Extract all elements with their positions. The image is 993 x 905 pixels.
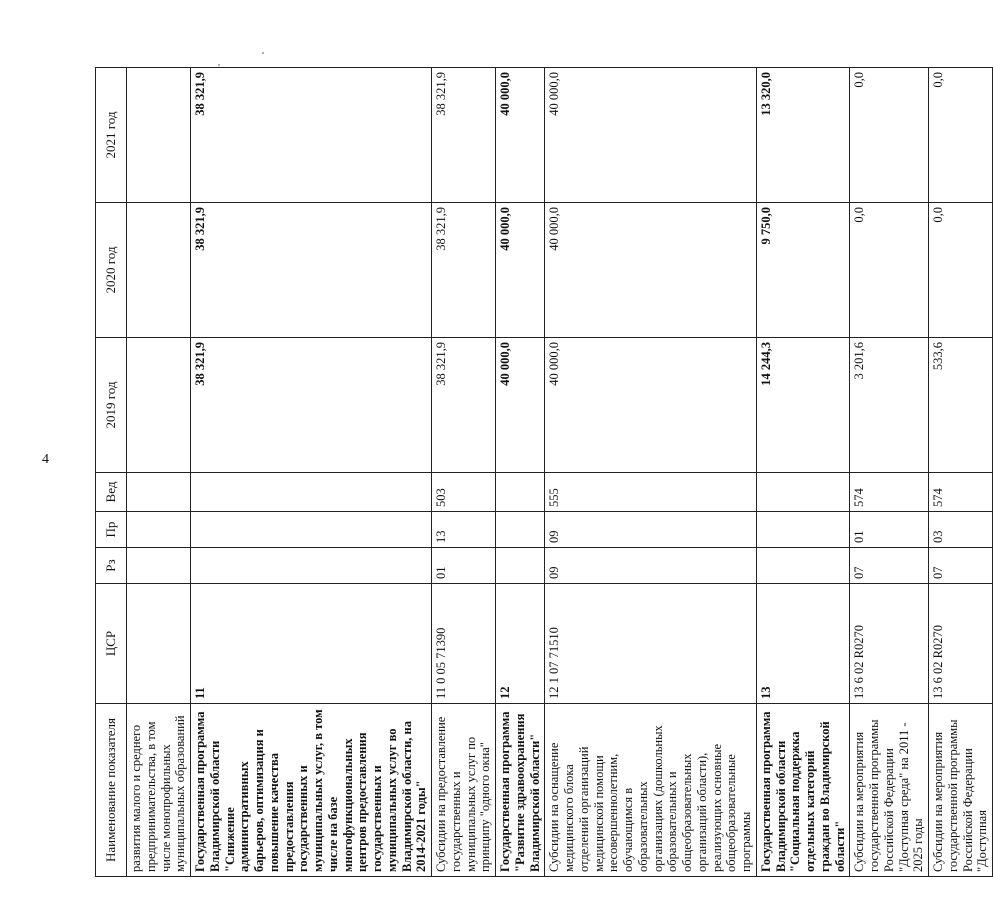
table-row <box>850 68 929 877</box>
cell-ved: 555 <box>545 473 757 512</box>
cell-2020: 0,0 <box>929 203 993 338</box>
cell-2019: 38 321,9 <box>191 338 432 473</box>
cell-2019 <box>127 338 191 473</box>
header-2019: 2019 год <box>96 338 127 473</box>
header-2020: 2020 год <box>96 203 127 338</box>
table-row <box>545 68 757 877</box>
cell-2019: 40 000,0 <box>496 338 545 473</box>
cell-2020: 40 000,0 <box>545 203 757 338</box>
table-row <box>929 68 993 877</box>
cell-name: Субсидии на предоставление государственных и муниципальных услуг по принципу "одного окна" <box>432 704 496 877</box>
cell-2020: 0,0 <box>850 203 929 338</box>
cell-2021: 0,0 <box>929 68 993 203</box>
cell-csr: 12 1 07 71510 <box>545 584 757 704</box>
scan-speck <box>262 52 264 54</box>
cell-rz <box>756 548 850 584</box>
cell-pr: 03 <box>929 512 993 548</box>
table-row <box>756 68 850 877</box>
header-csr: ЦСР <box>96 584 127 704</box>
cell-2019: 38 321,9 <box>432 338 496 473</box>
cell-2021: 0,0 <box>850 68 929 203</box>
page-number: 4 <box>42 452 49 467</box>
cell-2021: 40 000,0 <box>545 68 757 203</box>
cell-name: Государственная программа Владимирской области "Социальная поддержка отдельных категорий граждан во Владимирской области" <box>756 704 850 877</box>
cell-rz: 09 <box>545 548 757 584</box>
header-row <box>96 68 127 877</box>
table-row <box>127 68 191 877</box>
cell-pr <box>496 512 545 548</box>
table-row <box>496 68 545 877</box>
cell-2020 <box>127 203 191 338</box>
cell-2019: 14 244,3 <box>756 338 850 473</box>
cell-2020: 9 750,0 <box>756 203 850 338</box>
cell-ved <box>191 473 432 512</box>
cell-2021: 13 320,0 <box>756 68 850 203</box>
header-ved: Вед <box>96 473 127 512</box>
cell-ved <box>127 473 191 512</box>
table-row <box>432 68 496 877</box>
header-name: Наименование показателя <box>96 704 127 877</box>
cell-rz: 01 <box>432 548 496 584</box>
cell-csr: 12 <box>496 584 545 704</box>
cell-pr <box>756 512 850 548</box>
budget-table <box>95 67 993 877</box>
cell-2021: 38 321,9 <box>432 68 496 203</box>
cell-2020: 38 321,9 <box>191 203 432 338</box>
cell-ved: 574 <box>850 473 929 512</box>
cell-rz <box>127 548 191 584</box>
cell-pr: 09 <box>545 512 757 548</box>
cell-2019: 533,6 <box>929 338 993 473</box>
cell-2020: 38 321,9 <box>432 203 496 338</box>
cell-csr: 11 0 05 71390 <box>432 584 496 704</box>
cell-csr <box>127 584 191 704</box>
cell-2019: 40 000,0 <box>545 338 757 473</box>
cell-name: Государственная программа "Развитие здравоохранения Владимирской области" <box>496 704 545 877</box>
cell-csr: 13 <box>756 584 850 704</box>
cell-name: Субсидии на мероприятия государственной программы Российской Федерации "Доступная <box>929 704 993 877</box>
scan-speck <box>218 64 220 66</box>
cell-rz <box>496 548 545 584</box>
cell-pr: 13 <box>432 512 496 548</box>
cell-csr: 13 6 02 R0270 <box>929 584 993 704</box>
cell-name: Субсидии на оснащение медицинского блока отделений организаций медицинской помощи несовершеннолетним, обучающимся в образовательных организациях (дошкольных образовательных и общеобразовательных организаций области), реализующих основные общеобразовательные программы <box>545 704 757 877</box>
cell-ved: 503 <box>432 473 496 512</box>
cell-pr <box>191 512 432 548</box>
cell-name: Государственная программа Владимирской области "Снижение административных барьеров, оптимизация и повышение качества предоставления государственных и муниципальных услуг, в том числе на базе многофункциональных центров предоставления государственных и муниципальных услуг во Владимирской области, на 2014-2021 годы" <box>191 704 432 877</box>
cell-csr: 11 <box>191 584 432 704</box>
cell-2019: 3 201,6 <box>850 338 929 473</box>
header-rz: Рз <box>96 548 127 584</box>
cell-pr: 01 <box>850 512 929 548</box>
cell-rz: 07 <box>850 548 929 584</box>
cell-csr: 13 6 02 R0270 <box>850 584 929 704</box>
cell-2021: 40 000,0 <box>496 68 545 203</box>
cell-ved: 574 <box>929 473 993 512</box>
cell-rz <box>191 548 432 584</box>
header-2021: 2021 год <box>96 68 127 203</box>
rotated-table-container <box>95 68 990 877</box>
cell-pr <box>127 512 191 548</box>
cell-rz: 07 <box>929 548 993 584</box>
cell-2021 <box>127 68 191 203</box>
header-pr: Пр <box>96 512 127 548</box>
cell-2020: 40 000,0 <box>496 203 545 338</box>
cell-ved <box>756 473 850 512</box>
cell-name: Субсидии на мероприятия государственной программы Российской Федерации "Доступная среда" на 2011 - 2025 годы <box>850 704 929 877</box>
cell-ved <box>496 473 545 512</box>
table-row <box>191 68 432 877</box>
cell-2021: 38 321,9 <box>191 68 432 203</box>
cell-name: развития малого и среднего предпринимательства, в том числе монопрофильных муниципальных образований <box>127 704 191 877</box>
